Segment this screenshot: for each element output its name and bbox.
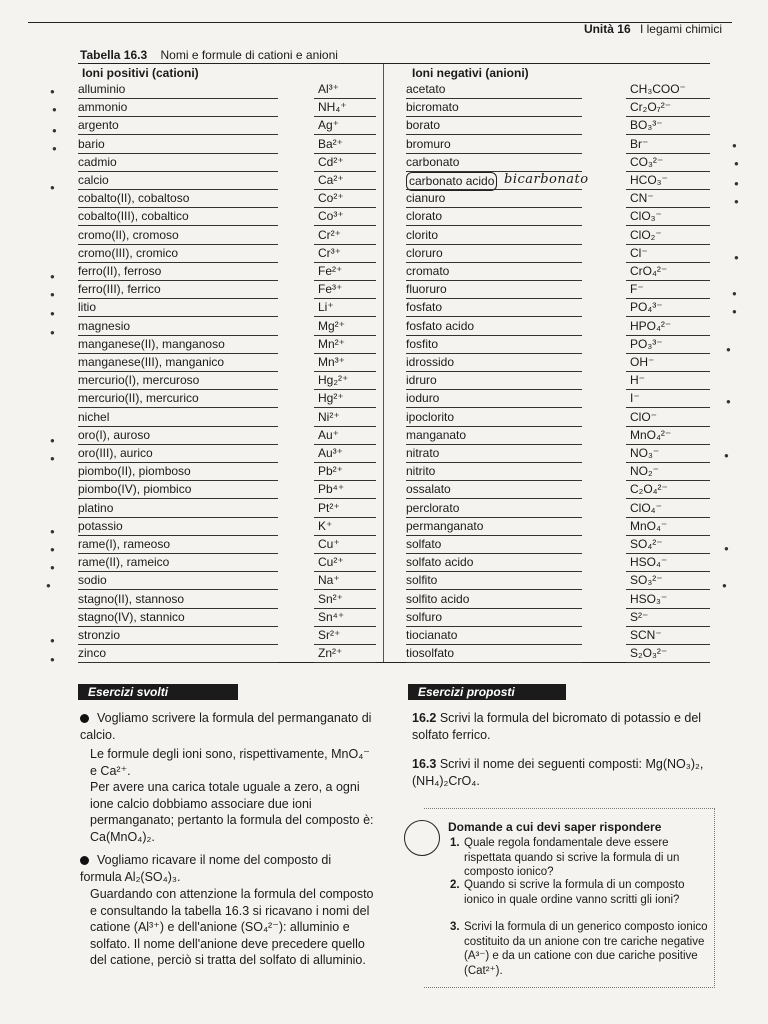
table-column-divider	[383, 64, 384, 662]
anion-row	[406, 81, 710, 99]
anion-name: fluoruro	[406, 282, 447, 297]
anion-name: carbonato	[406, 154, 460, 169]
anion-row	[406, 409, 710, 427]
solved-example-1-body-2: Per avere una carica totale uguale a zero, a ogni ione calcio dobbiamo associare due ioni permanganato; pertanto la formula del composto è: Ca(MnO₄)₂.	[90, 780, 374, 844]
anion-formula: OH⁻	[630, 355, 655, 369]
anion-name: acetato	[406, 82, 446, 96]
cation-row	[78, 427, 378, 445]
anion-name: tiocianato	[406, 628, 458, 642]
cations-heading: Ioni positivi (cationi)	[82, 66, 199, 80]
margin-dot-icon: ●	[734, 253, 739, 262]
anion-name: carbonato acido	[406, 172, 497, 191]
anion-row	[406, 281, 710, 299]
cation-row	[78, 117, 378, 135]
cation-row	[78, 591, 378, 609]
anion-name: borato	[406, 118, 441, 133]
cation-formula: Co²⁺	[318, 191, 344, 206]
cation-row	[78, 409, 378, 427]
margin-dot-icon: ●	[50, 563, 55, 572]
anion-name: permanganato	[406, 518, 484, 533]
question-number: 2.	[450, 879, 460, 891]
anion-name: nitrato	[406, 446, 440, 460]
margin-dot-icon: ●	[50, 545, 55, 554]
anion-row	[406, 609, 710, 627]
anion-name: ossalato	[406, 482, 451, 497]
margin-dot-icon: ●	[724, 544, 729, 553]
cation-row	[78, 318, 378, 336]
cation-formula: Ca²⁺	[318, 173, 344, 187]
solved-example-1-body: Le formule degli ioni sono, rispettivamente, MnO₄⁻ e Ca²⁺.	[90, 747, 370, 778]
exercise-16-2-number: 16.2	[412, 711, 437, 725]
anion-row	[406, 136, 710, 154]
cation-row	[78, 227, 378, 245]
row-rule	[626, 662, 710, 663]
cation-name: potassio	[78, 518, 123, 533]
cation-row	[78, 372, 378, 390]
margin-dot-icon: ●	[732, 141, 737, 150]
anion-formula: HPO₄²⁻	[630, 318, 672, 333]
cation-formula: Fe²⁺	[318, 264, 343, 278]
margin-dot-icon: ●	[50, 655, 55, 664]
solved-example-1-intro-text: Vogliamo scrivere la formula del permanganato di calcio.	[80, 711, 372, 742]
cation-row	[78, 99, 378, 117]
anions-heading: Ioni negativi (anioni)	[412, 66, 529, 80]
anion-name: cianuro	[406, 191, 446, 206]
unit-title: I legami chimici	[639, 22, 722, 36]
cation-name: oro(I), auroso	[78, 427, 151, 442]
margin-dot-icon: ●	[726, 345, 731, 354]
row-rule	[314, 662, 376, 663]
cation-formula: Au³⁺	[318, 446, 344, 460]
cation-row	[78, 354, 378, 372]
question-number: 1.	[450, 837, 460, 849]
anion-name: clorato	[406, 209, 443, 224]
anion-name: ioduro	[406, 391, 440, 406]
question-text: Scrivi la formula di un generico composto ionico costituito da un anione con tre cariche negative (A³⁻) e da un catione con due cariche positive (Cat²⁺).	[464, 921, 708, 977]
anion-row	[406, 427, 710, 445]
cation-row	[78, 336, 378, 354]
cation-name: cromo(II), cromoso	[78, 227, 179, 242]
cation-row	[78, 609, 378, 627]
cation-name: cromo(III), cromico	[78, 245, 179, 260]
margin-dot-icon: ●	[52, 105, 57, 114]
anion-row	[406, 208, 710, 226]
cation-formula: Na⁺	[318, 573, 340, 588]
question-item	[450, 920, 710, 978]
cation-name: sodio	[78, 573, 107, 588]
anion-row	[406, 190, 710, 208]
anion-formula: ClO₂⁻	[630, 227, 662, 242]
anion-name: idrossido	[406, 355, 455, 369]
anion-row	[406, 536, 710, 554]
cation-row	[78, 518, 378, 536]
cation-row	[78, 500, 378, 518]
anion-row	[406, 572, 710, 590]
margin-dot-icon: ●	[50, 309, 55, 318]
solved-example-2-intro	[80, 852, 376, 885]
anion-row	[406, 372, 710, 390]
cation-name: rame(II), rameico	[78, 555, 170, 570]
anion-row	[406, 245, 710, 263]
anion-row	[406, 481, 710, 499]
anion-formula: HSO₄⁻	[630, 555, 668, 570]
margin-dot-icon: ●	[732, 307, 737, 316]
anion-formula: Br⁻	[630, 136, 649, 151]
cation-formula: Au⁺	[318, 427, 340, 442]
anion-formula: NO₂⁻	[630, 464, 659, 479]
anion-formula: Cr₂O₇²⁻	[630, 100, 672, 115]
margin-dot-icon: ●	[724, 451, 729, 460]
anion-row	[406, 299, 710, 317]
bullet-icon	[80, 856, 89, 865]
margin-dot-icon: ●	[734, 179, 739, 188]
margin-dot-icon: ●	[50, 454, 55, 463]
cation-row	[78, 154, 378, 172]
anion-row	[406, 227, 710, 245]
cation-row	[78, 536, 378, 554]
anion-formula: S₂O₃²⁻	[630, 646, 668, 661]
solved-exercises-band: Esercizi svolti	[78, 684, 238, 700]
cation-row	[78, 81, 378, 99]
anion-name: solfato acido	[406, 555, 474, 570]
cation-name: stagno(II), stannoso	[78, 591, 185, 606]
margin-dot-icon: ●	[734, 159, 739, 168]
cation-name: mercurio(I), mercuroso	[78, 373, 200, 388]
cation-name: mercurio(II), mercurico	[78, 391, 199, 406]
anion-name: solfito	[406, 573, 438, 588]
cation-name: stronzio	[78, 628, 121, 642]
margin-dot-icon: ●	[46, 581, 51, 590]
cation-name: piombo(IV), piombico	[78, 482, 192, 497]
anion-name: cromato	[406, 264, 450, 278]
proposed-exercises-band: Esercizi proposti	[408, 684, 566, 700]
cation-formula: Ni²⁺	[318, 409, 340, 424]
cation-name: rame(I), rameoso	[78, 537, 171, 551]
anion-row	[406, 172, 710, 190]
anion-row	[406, 117, 710, 135]
cation-name: manganese(III), manganico	[78, 355, 225, 369]
margin-dot-icon: ●	[50, 87, 55, 96]
anion-row	[406, 554, 710, 572]
margin-dot-icon: ●	[50, 436, 55, 445]
cation-formula: Hg²⁺	[318, 391, 344, 406]
cation-formula: Sr²⁺	[318, 628, 341, 642]
anion-formula: NO₃⁻	[630, 446, 660, 460]
anion-name: perclorato	[406, 500, 460, 515]
anion-formula: C₂O₄²⁻	[630, 482, 668, 497]
anion-formula: S²⁻	[630, 609, 649, 624]
anion-formula: CO₃²⁻	[630, 154, 664, 169]
anion-formula: Cl⁻	[630, 245, 648, 260]
cation-row	[78, 445, 378, 463]
cation-name: manganese(II), manganoso	[78, 336, 225, 351]
anion-row	[406, 390, 710, 408]
margin-dot-icon: ●	[52, 126, 57, 135]
margin-dot-icon: ●	[50, 527, 55, 536]
cation-row	[78, 627, 378, 645]
cation-name: bario	[78, 136, 105, 151]
solved-example-2-intro-text: Vogliamo ricavare il nome del composto di formula Al₂(SO₄)₃.	[80, 853, 332, 884]
anion-formula: ClO⁻	[630, 409, 657, 424]
exercise-16-2	[412, 710, 712, 743]
cation-formula: Zn²⁺	[318, 646, 343, 661]
row-rule	[406, 662, 582, 663]
anion-formula: BO₃³⁻	[630, 118, 663, 133]
anion-name: bromuro	[406, 136, 451, 151]
anion-formula: MnO₄²⁻	[630, 427, 672, 442]
cation-row	[78, 245, 378, 263]
anion-name: cloruro	[406, 245, 443, 260]
question-text: Quale regola fondamentale deve essere rispettata quando si scrive la formula di un composto ionico?	[464, 837, 680, 878]
anion-formula: SO₄²⁻	[630, 537, 663, 551]
exercise-16-2-text: Scrivi la formula del bicromato di potassio e del solfato ferrico.	[412, 711, 702, 742]
cation-formula: Al³⁺	[318, 82, 339, 96]
cation-name: alluminio	[78, 82, 126, 96]
cation-name: calcio	[78, 173, 109, 187]
cation-formula: Li⁺	[318, 300, 334, 315]
cation-row	[78, 390, 378, 408]
anion-formula: SCN⁻	[630, 628, 662, 642]
cation-row	[78, 645, 378, 663]
cation-formula: Mn³⁺	[318, 355, 345, 369]
table-caption	[80, 48, 338, 62]
anion-formula: MnO₄⁻	[630, 518, 668, 533]
question-item	[450, 836, 710, 880]
cation-name: oro(III), aurico	[78, 446, 153, 460]
anion-row	[406, 463, 710, 481]
cation-name: litio	[78, 300, 97, 315]
solved-example-1-intro	[80, 710, 376, 743]
anion-name: nitrito	[406, 464, 436, 479]
anion-row	[406, 518, 710, 536]
anion-name: manganato	[406, 427, 467, 442]
question-circle-icon	[404, 820, 440, 856]
anion-row	[406, 263, 710, 281]
anion-name: ipoclorito	[406, 409, 455, 424]
cation-formula: Cd²⁺	[318, 154, 344, 169]
cation-row	[78, 172, 378, 190]
anion-name: solfuro	[406, 609, 443, 624]
anion-row	[406, 354, 710, 372]
bullet-icon	[80, 714, 89, 723]
cation-name: cadmio	[78, 154, 117, 169]
cation-row	[78, 299, 378, 317]
cation-name: piombo(II), piomboso	[78, 464, 191, 479]
page-header	[584, 22, 722, 36]
anion-name: solfato	[406, 537, 442, 551]
margin-dot-icon: ●	[726, 397, 731, 406]
margin-dot-icon: ●	[50, 272, 55, 281]
anion-row	[406, 99, 710, 117]
anion-formula: PO₃³⁻	[630, 336, 663, 351]
cation-row	[78, 263, 378, 281]
question-number: 3.	[450, 921, 460, 933]
anion-name: fosfito	[406, 336, 439, 351]
anion-row	[406, 645, 710, 663]
anion-row	[406, 336, 710, 354]
anion-formula: ClO₄⁻	[630, 500, 662, 515]
cation-row	[78, 208, 378, 226]
cation-name: cobalto(III), cobaltico	[78, 209, 189, 224]
cation-name: zinco	[78, 646, 107, 661]
cation-formula: Sn²⁺	[318, 591, 344, 606]
cation-formula: Fe³⁺	[318, 282, 343, 297]
margin-dot-icon: ●	[722, 581, 727, 590]
cation-row	[78, 481, 378, 499]
margin-dot-icon: ●	[50, 183, 55, 192]
cation-row	[78, 463, 378, 481]
exercise-16-3	[412, 756, 712, 789]
question-item	[450, 878, 710, 907]
anion-name: solfito acido	[406, 591, 470, 606]
cation-name: stagno(IV), stannico	[78, 609, 185, 624]
cation-formula: Pb²⁺	[318, 464, 344, 479]
cation-formula: Cu²⁺	[318, 555, 344, 570]
exercise-16-3-number: 16.3	[412, 757, 437, 771]
margin-dot-icon: ●	[50, 290, 55, 299]
cation-row	[78, 190, 378, 208]
anion-name: fosfato acido	[406, 318, 475, 333]
table-label: Tabella 16.3	[80, 48, 148, 62]
cation-formula: Mg²⁺	[318, 318, 345, 333]
cation-row	[78, 572, 378, 590]
cation-name: ferro(II), ferroso	[78, 264, 162, 278]
row-rule	[78, 662, 278, 663]
anion-row	[406, 500, 710, 518]
cation-name: ammonio	[78, 100, 128, 115]
anion-formula: CH₃COO⁻	[630, 82, 686, 96]
cation-formula: Ag⁺	[318, 118, 340, 133]
margin-dot-icon: ●	[50, 636, 55, 645]
questions-title: Domande a cui devi saper rispondere	[448, 820, 662, 834]
cation-formula: Pt²⁺	[318, 500, 340, 515]
cation-formula: Cr²⁺	[318, 227, 341, 242]
anion-formula: PO₄³⁻	[630, 300, 663, 315]
anion-name: idruro	[406, 373, 437, 388]
cation-formula: Co³⁺	[318, 209, 344, 224]
cation-name: platino	[78, 500, 114, 515]
cation-formula: Sn⁴⁺	[318, 609, 345, 624]
cation-formula: Mn²⁺	[318, 336, 345, 351]
anion-row	[406, 445, 710, 463]
anion-formula: H⁻	[630, 373, 645, 388]
anion-formula: ClO₃⁻	[630, 209, 662, 224]
anion-name: fosfato	[406, 300, 443, 315]
anion-row	[406, 591, 710, 609]
cation-formula: Pb⁴⁺	[318, 482, 345, 497]
anion-name: clorito	[406, 227, 439, 242]
cation-formula: Ba²⁺	[318, 136, 344, 151]
cation-name: ferro(III), ferrico	[78, 282, 161, 297]
cation-row	[78, 281, 378, 299]
anion-row	[406, 318, 710, 336]
unit-number: Unità 16	[583, 22, 631, 36]
cation-name: cobalto(II), cobaltoso	[78, 191, 190, 206]
cation-formula: K⁺	[318, 518, 333, 533]
cation-row	[78, 136, 378, 154]
cation-name: nichel	[78, 409, 110, 424]
cation-name: magnesio	[78, 318, 131, 333]
table-top-rule	[78, 63, 710, 64]
cation-row	[78, 554, 378, 572]
anion-formula: HSO₃⁻	[630, 591, 668, 606]
solved-example-2-body: Guardando con attenzione la formula del composto e consultando la tabella 16.3 si ricavano i nomi del catione (Al³⁺) e dell'anione (SO₄²⁻): alluminio e solfato. Il nome dell'anione deve precedere quello del catione, perciò si tratta del solfato di alluminio.	[90, 887, 374, 967]
anion-name: tiosolfato	[406, 646, 455, 661]
margin-dot-icon: ●	[52, 144, 57, 153]
anion-name: bicromato	[406, 100, 459, 115]
margin-dot-icon: ●	[732, 289, 737, 298]
anion-formula: CN⁻	[630, 191, 654, 206]
cation-formula: NH₄⁺	[318, 100, 347, 115]
anion-row	[406, 627, 710, 645]
question-text: Quando si scrive la formula di un composto ionico in quale ordine vanno scritti gli ioni?	[464, 879, 685, 906]
exercise-16-3-text: Scrivi il nome dei seguenti composti: Mg(NO₃)₂, (NH₄)₂CrO₄.	[412, 757, 704, 788]
anion-formula: SO₃²⁻	[630, 573, 663, 588]
anion-row	[406, 154, 710, 172]
margin-dot-icon: ●	[50, 328, 55, 337]
anion-formula: HCO₃⁻	[630, 173, 668, 187]
anion-formula: F⁻	[630, 282, 644, 297]
margin-dot-icon: ●	[734, 197, 739, 206]
cation-formula: Cr³⁺	[318, 245, 341, 260]
anion-formula: CrO₄²⁻	[630, 264, 668, 278]
anion-formula: I⁻	[630, 391, 640, 406]
cation-formula: Cu⁺	[318, 537, 340, 551]
cation-formula: Hg₂²⁺	[318, 373, 349, 388]
table-caption-text: Nomi e formule di cationi e anioni	[160, 48, 338, 62]
cation-name: argento	[78, 118, 119, 133]
handwritten-note: bicarbonato	[504, 172, 589, 187]
